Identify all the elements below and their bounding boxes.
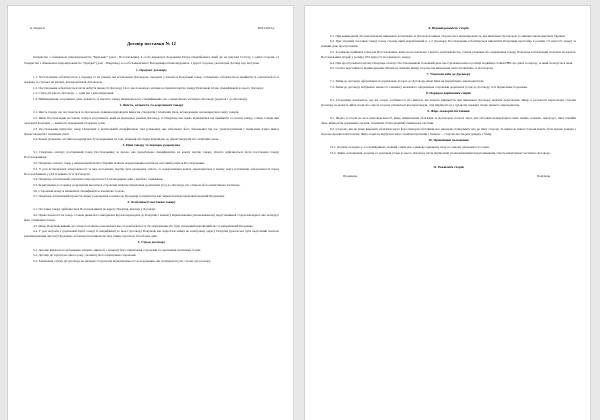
section-1 — [24, 68, 279, 103]
city-label: м. Черкаси — [30, 26, 45, 30]
section-paragraph: 4.4. У разі потреби у додатковій партії товару й специфікації до цього Договору Покупець має надіслати заявку на електронну адресу Покупця (зразок має бути надісланий поштою рекомендованим листом) Продавець зобов'язується виконати таку заявку протягом 10 робочих днів. — [24, 229, 279, 239]
section-paragraph: 6.5. Сплата неустойки та відшкодування збитків не звільняє винну сторону від виконання своїх зобов'язань за Договором. — [330, 66, 494, 71]
section-paragraph: 2.2. Якщо Постачальник поставляє товар в асортименті, який не відповідає умовам Договору, то Покупець має право відмовитися від прийняття та оплати товару, а якщо товари вже оплачені Покупцем — вимагати повернення сплаченої суми. — [24, 115, 279, 125]
section-paragraph: 2.4. Кожна упакована частина продукції має бути маркована на тарі, упаковці або бирці відповідно до Держстандартів або технічних умов. — [33, 137, 219, 142]
signatures-row — [321, 174, 576, 179]
section-paragraph: 9.2. Сторона, яка не може виконати обов'язки через форс-мажорні обставини має письмово повідомити про це іншу сторону. За вимогою іншої сторони мають бути надана довідка з Торгово-промислової палати. Якщо подія не відбулася через технічні проблеми з банком — сторона має надати довідку з банку. — [321, 126, 576, 137]
section-heading: 9. Форс-мажорні обставини — [427, 108, 470, 113]
section-paragraph: 5.3. Закінчення строку дії договору не звільняє сторони від відповідальності за порушення, які допущені під час строку дії договору. — [33, 258, 211, 263]
section-5 — [24, 240, 279, 264]
section-paragraph: 6.4. При простроченні платежу Покупець сплачує Постачальникові за кожний день прострочення пеню в розмірі подвійної ставки НБУ, що діяла за період, за який сплачується пеня. — [330, 60, 573, 65]
section-3 — [24, 143, 279, 200]
document-page-1 — [8, 6, 293, 420]
section-heading: 10. Прикінцеві положення — [428, 137, 469, 142]
section-heading: 2. Якість, кількість та асортимент товару — [119, 102, 184, 107]
section-paragraph: 3.4. Покупець зобов'язаний оплатити товар протягом 3-х календарних днів з дня його отримання. — [33, 177, 164, 182]
section-paragraph: 8.1. Сторонами зазначають, що всі спори, розбіжності або вимоги, які можуть виникнути при виконанні Договору шляхом переговорів. Якщо в результаті переговорів сторони Договору не можуть дійти згоди або одна й сторона ухиляється від переговорів, спір вирішується у судовому порядку згідно чинного законодавства. — [321, 98, 576, 108]
section-heading: 6. Відповідальність сторін — [428, 26, 469, 30]
section-heading: 1. Предмет договору — [136, 67, 167, 72]
seller-label: Продавець — [343, 174, 358, 179]
section-8 — [321, 91, 576, 109]
section-paragraph: 5.1. Договір вважається укладеним і набуває чинності з моменту його підписання сторонами та скріплення печатками сторін. — [33, 247, 201, 252]
section-paragraph: 4.2. Право власності на товар, а також ризик його випадкової втрати переходить до Покупця з моменту відвантаження уповноваженому представникові сторін накладної, яка засвідчує факт отримання товару. — [24, 212, 279, 223]
section-10 — [321, 138, 576, 156]
section-paragraph: 5.2. Договір діє протягом одного року з моменту його підписання сторонами. — [33, 253, 137, 258]
section-paragraph: 10.1. Договір складено у 2-х примірниках, кожний з яких має однакову юридичну силу, по одному для кожної зі сторін. — [330, 145, 490, 150]
section-paragraph: 3.1. Покупець оплачує поставлений товар Постачальнику за ціною, яка передбачена специфікацією на кожну партію товару. Оплата здійснюється після постачання товару Постачальником. — [24, 150, 279, 160]
section-paragraph: 1.2. Постачальник зобов'язується після набуття чинності Договору 10-го числа кожного місяця поставляти партію товару Покупцеві згідно специфікацій до цього Договору. — [33, 85, 264, 90]
document-preamble: Товариство з обмеженою відповідальністю "Будельвіс" (далі - Постачальник), в особі директора Дороженка Петра Олексійовича, який діє на підставі Статуту, з однієї сторони, та Товариство з обмеженою відповідальністю "Орхідея" (далі - Покупець), в особі Хименського Володимира Олександровича, з другої сторони, уклали цей Договір про наступне. — [24, 55, 279, 65]
section-paragraph: 6.2. При затримці поставки товару понад строки, який передбачений п. 1.2 Договору, Постачальник зобов'язується виплатити Покупцеві неустойку в розмірі 1% вартості товару за кожний день прострочення. — [321, 39, 576, 49]
signatures-heading: 11. Реквізити сторін — [433, 164, 464, 169]
section-heading: 7. Умовами змін до Договору — [426, 71, 471, 76]
section-paragraph: 7.1. Зміни до договору оформляються додатковою угодою до Договору, якщо інше не передбачено законодавством. — [330, 79, 485, 84]
signatures-block — [321, 165, 576, 180]
section-heading: 3. Ціна товару та порядок розрахунку — [122, 142, 181, 147]
section-6 — [321, 26, 576, 71]
section-paragraph: 3.5. Коригування до порядку розрахунків вносяться сторонами шляхом підписання додаткових угод до Договору, що є їхньою його невід'ємною частиною. — [33, 183, 241, 188]
section-9 — [321, 109, 576, 137]
section-7 — [321, 72, 576, 90]
page2-sections — [321, 26, 576, 156]
section-paragraph: 7.2. Зміни до договору набувають чинності з моменту належного оформлення сторонами додаткової угоди до Договору та її підписання сторонами. — [330, 84, 528, 89]
page1-sections — [24, 68, 279, 264]
section-paragraph: 6.3. За відмову прийняти товар від Постачальника, якщо це не пов'язано з якістю, комплектністю, станом упаковки або маркування товару, Покупець зобов'язаний сплатити на користь Постачальника штраф у розмірі 10% вартості поставленого товару. — [321, 49, 576, 59]
section-paragraph: 10.2. Зміни, доповнення, додатки та додаткові угоди до цього Договору після підписання уповноваженими представниками стають невід'ємною частиною Договору. — [330, 150, 551, 155]
section-2 — [24, 103, 279, 143]
section-heading: 5. Строк договору — [137, 240, 166, 245]
section-paragraph: 6.1. При невиконанні або неналежному виконанні зобов'язань за Договором винна сторона несе відповідальність, яка визначена Договором та чинним законодавством України. — [330, 33, 566, 38]
section-heading: 4. Особливості поставки товару — [127, 199, 176, 204]
section-paragraph: 9.1. Жодна зі сторін не несе відповідальності, якщо невиконання обов'язків за Договором сталося через дію обставин непереборної сили: повінь, пожежа, землетрус, інші стихійні лиха, війна,актів державних органів, технічних збоїв (аварійні) банківської системи. — [321, 116, 576, 126]
document-title: Договір поставки № 12 — [126, 41, 177, 47]
date-label: 28.03.2023 р. — [257, 26, 275, 30]
section-paragraph: 4.1. Поставка товару здійснюється Постачальником на адресу Покупця, вказану у Договорі. — [33, 207, 156, 212]
section-paragraph: 2.1. Якість товару, що постачається за Договором, повинна відповідати вимогам стандартів і технічних умов, встановлених для конкретного виду товарів. — [33, 110, 240, 115]
section-paragraph: 1.3. Строк дії даного Договору — один рік з дня підписання. — [33, 91, 115, 96]
section-paragraph: 3.3. У разі встановленої заборгованості за вже поставлену партію була проведена оплата, то перерахованні кошти зараховуються в першу чергу погашення заборгованості перед Постачальником у разі її наявності за Договором. — [24, 166, 279, 176]
section-paragraph: 3.2. Покупець оплачує товар у національній валюті України шляхом перерахування коштів на поточний рахунок Постачальника. — [33, 161, 206, 166]
document-header-meta — [24, 26, 279, 31]
section-4 — [24, 200, 279, 240]
section-paragraph: 1.4. Найменування, асортимент, ціна, кількість та вартість товару визначаються у специфікаціях, що є невід'ємною частиною Договору (додаток 1 до Договору). — [33, 97, 248, 102]
section-paragraph: 4.3. Якщо Покупець виявив, що товар поставлено неналежної якості, комплектності, без маркування або бути складений відповідний акт та направлений Продавцю. — [33, 223, 254, 228]
section-paragraph: 3.6. Сторонами можуть змінювати специфікації за взаємною згодою. — [33, 188, 125, 193]
section-heading: 8. Порядок вирішення спорів — [425, 90, 472, 95]
buyer-label: Покупець — [536, 174, 550, 179]
section-paragraph: 2.3. Постачальник відпускає товар Покупцеві у незіпсованій спеціфікацією тарі (упаковці), яка забезпечує його збереження під час транспортування і зберігання згідно вимог Держстандартів і технічних умов. — [24, 126, 279, 136]
section-paragraph: 3.7. Покупець зобов'язаний провести звірку розрахунків за вимогою Продавця та підписати Акт звірки взаєморозрахунків наданий Продавцем. — [33, 194, 225, 199]
document-page-2 — [305, 6, 590, 420]
section-paragraph: 1.1. Постачальник зобов'язується у порядку та на умовах, які встановлені Договором, передати у власність Покупцеві товар, а Покупець зобов'язується прийняти та оплатити його в порядку та строки і на умовах, які передбачені Договором. — [24, 75, 279, 85]
